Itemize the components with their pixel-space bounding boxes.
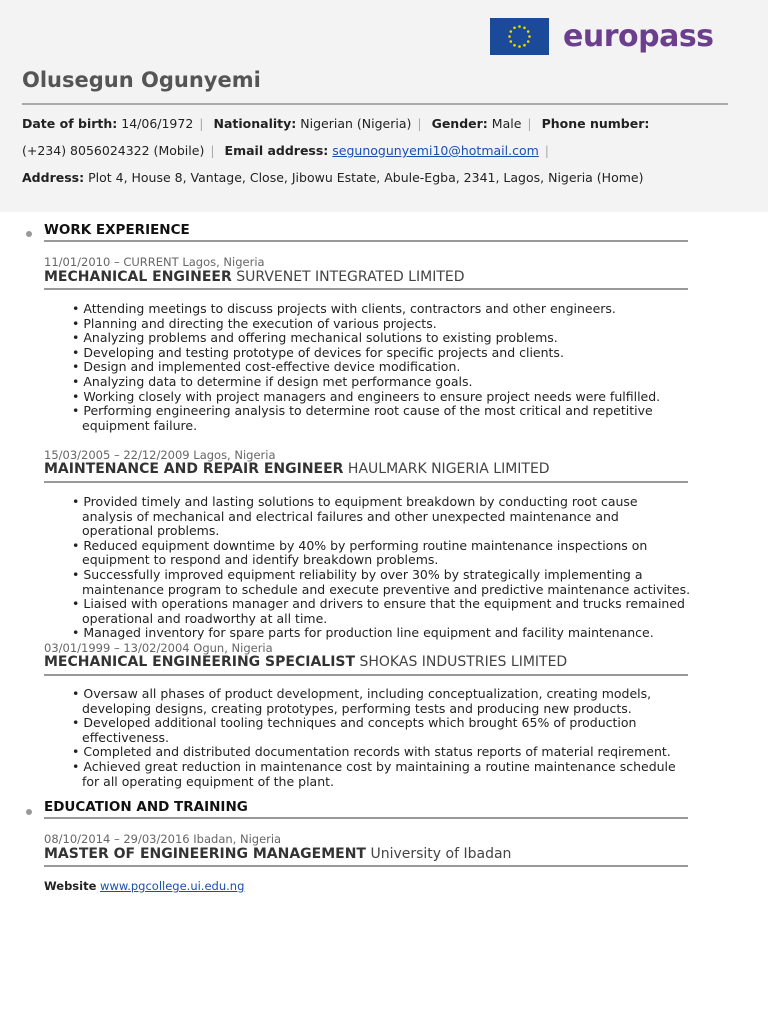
list-item: • Developing and testing prototype of devices for specific projects and clients. (62, 346, 692, 361)
nationality-value: Nigerian (Nigeria) (300, 116, 412, 131)
list-item: • Liaised with operations manager and drivers to ensure that the equipment and trucks remained operational and roadworthy at all time. (62, 597, 692, 626)
education-rule (44, 865, 688, 867)
eu-flag-icon (490, 18, 549, 55)
list-item: • Successfully improved equipment reliability by over 30% by strategically implementing a maintenance program to schedule and execute preventive and predictive maintenance activites. (62, 568, 692, 597)
job-rule (44, 674, 688, 676)
list-item: • Managed inventory for spare parts for production line equipment and facility maintenance. (62, 626, 692, 641)
school-name: University of Ibadan (370, 846, 512, 862)
work-experience-heading: WORK EXPERIENCE (44, 222, 190, 238)
work-section-rule (44, 240, 688, 242)
list-item: • Attending meetings to discuss projects with clients, contractors and other engineers. (62, 302, 692, 317)
job-dates: 15/03/2005 – 22/12/2009 Lagos, Nigeria (44, 448, 276, 462)
education-heading: EDUCATION AND TRAINING (44, 799, 248, 815)
job-duties-list (62, 687, 692, 789)
europass-wordmark: europass (563, 19, 714, 54)
phone-label: Phone number: (541, 116, 650, 131)
list-item: • Reduced equipment downtime by 40% by performing routine maintenance inspections on equipment to respond and identify breakdown problems. (62, 539, 692, 568)
list-item: • Working closely with project managers and engineers to ensure project needs were fulfilled. (62, 390, 692, 405)
job-role: MECHANICAL ENGINEERING SPECIALIST (44, 654, 356, 670)
name-divider (22, 103, 728, 105)
education-section-rule (44, 817, 688, 819)
job-company: HAULMARK NIGERIA LIMITED (347, 461, 550, 477)
address-value: Plot 4, House 8, Vantage, Close, Jibowu Estate, Abule-Egba, 2341, Lagos, Nigeria (Home) (88, 170, 644, 185)
job-company: SURVENET INTEGRATED LIMITED (236, 269, 465, 285)
job-dates: 11/01/2010 – CURRENT Lagos, Nigeria (44, 255, 265, 269)
list-item: • Completed and distributed documentation records with status reports of material reqirement. (62, 745, 692, 760)
job-dates: 03/01/1999 – 13/02/2004 Ogun, Nigeria (44, 641, 273, 655)
gender-label: Gender: (431, 116, 488, 131)
list-item: • Performing engineering analysis to determine root cause of the most critical and repetitive equipment failure. (62, 404, 692, 433)
job-rule (44, 288, 688, 290)
dob-value: 14/06/1972 (121, 116, 194, 131)
list-item: • Oversaw all phases of product development, including conceptualization, creating models, developing designs, creating prototypes, performing tests and producing new products. (62, 687, 692, 716)
list-item: • Analyzing problems and offering mechanical solutions to existing problems. (62, 331, 692, 346)
list-item: • Provided timely and lasting solutions to equipment breakdown by conducting root cause analysis of mechanical and electrical failures and other unexpected maintenance and operational problems. (62, 495, 692, 539)
job-duties-list (62, 302, 692, 433)
list-item: • Developed additional tooling techniques and concepts which brought 65% of production effectiveness. (62, 716, 692, 745)
dob-label: Date of birth: (22, 116, 118, 131)
address-label: Address: (22, 170, 85, 185)
job-title (44, 269, 465, 285)
list-item: • Analyzing data to determine if design met performance goals. (62, 375, 692, 390)
website-line (44, 879, 244, 893)
job-role: MECHANICAL ENGINEER (44, 269, 232, 285)
education-title (44, 846, 511, 862)
degree-name: MASTER OF ENGINEERING MANAGEMENT (44, 846, 366, 862)
job-rule (44, 481, 688, 483)
section-bullet-icon (26, 809, 32, 815)
education-dates: 08/10/2014 – 29/03/2016 Ibadan, Nigeria (44, 832, 282, 846)
website-label: Website (44, 879, 97, 893)
list-item: • Design and implemented cost-effective device modification. (62, 360, 692, 375)
personal-info-line-2: (+234) 8056024322 (Mobile) | Email address: segunogunyemi10@hotmail.com | (22, 143, 549, 158)
website-link[interactable]: www.pgcollege.ui.edu.ng (100, 879, 245, 893)
nationality-label: Nationality: (213, 116, 297, 131)
job-company: SHOKAS INDUSTRIES LIMITED (359, 654, 568, 670)
phone-value: (+234) 8056024322 (Mobile) (22, 143, 205, 158)
person-name: Olusegun Ogunyemi (22, 68, 261, 92)
gender-value: Male (491, 116, 522, 131)
section-bullet-icon (26, 231, 32, 237)
europass-logo (490, 18, 714, 55)
email-label: Email address: (224, 143, 329, 158)
job-duties-list (62, 495, 692, 641)
job-title (44, 654, 567, 670)
job-role: MAINTENANCE AND REPAIR ENGINEER (44, 461, 344, 477)
job-title (44, 461, 550, 477)
list-item: • Planning and directing the execution of various projects. (62, 317, 692, 332)
email-link[interactable]: segunogunyemi10@hotmail.com (332, 143, 539, 158)
list-item: • Achieved great reduction in maintenance cost by maintaining a routine maintenance schedule for all operating equipment of the plant. (62, 760, 692, 789)
personal-info-line-1: Date of birth: 14/06/1972 | Nationality: Nigerian (Nigeria) | Gender: Male | Phone number: (22, 116, 650, 131)
personal-info-line-3 (22, 170, 643, 185)
